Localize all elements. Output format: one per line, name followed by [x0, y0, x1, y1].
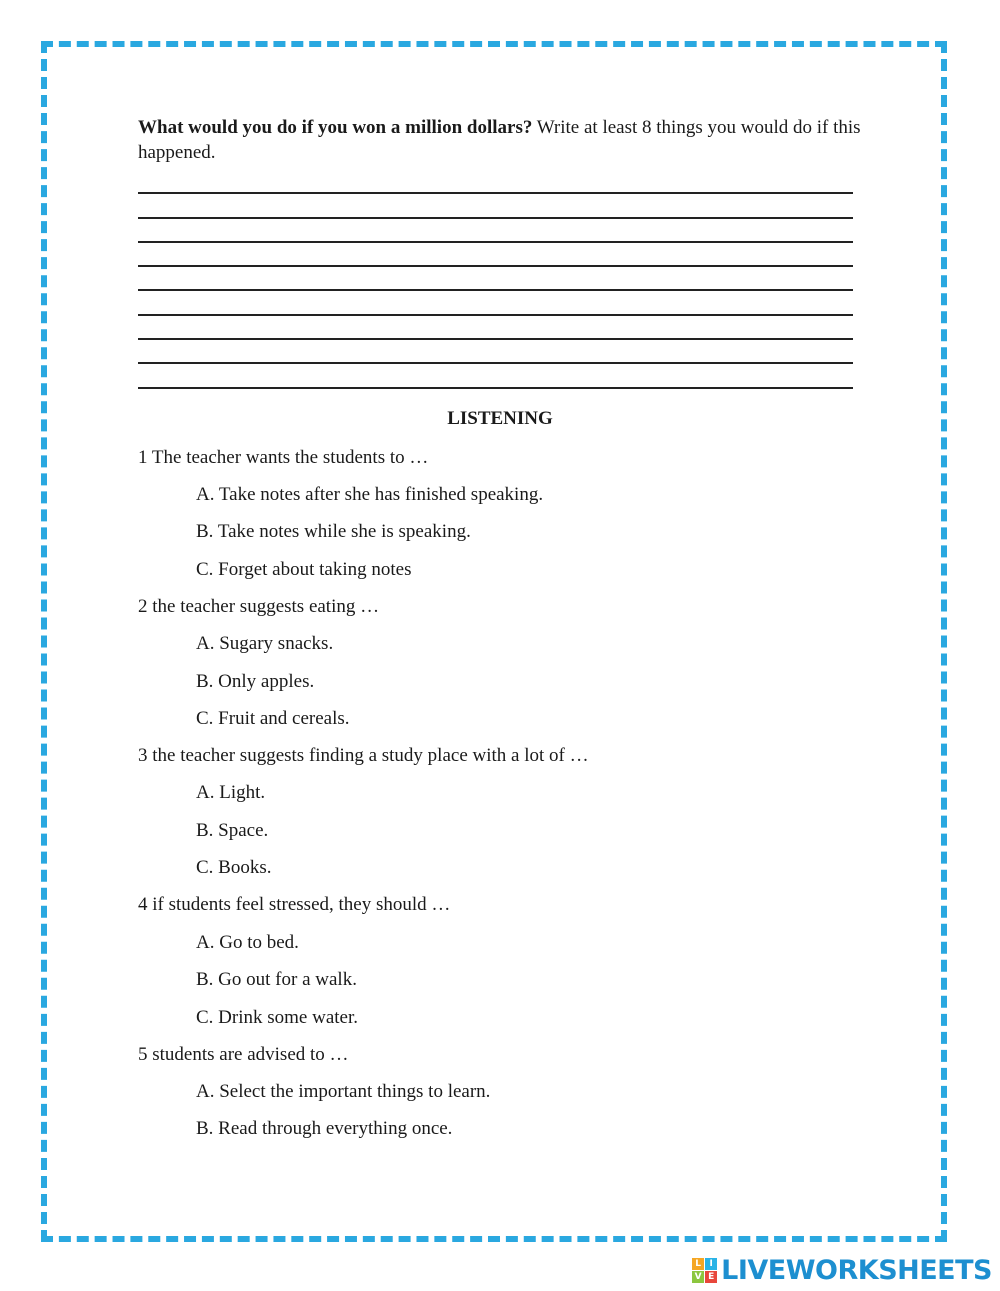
answer-line[interactable] — [138, 340, 853, 364]
option-4b[interactable]: B. Go out for a walk. — [196, 969, 357, 990]
logo-square: V — [692, 1271, 704, 1283]
section-title: LISTENING — [447, 408, 553, 429]
logo-wordmark: LIVEWORKSHEETS — [721, 1254, 992, 1286]
answer-line[interactable] — [138, 267, 853, 291]
question-1: 1 The teacher wants the students to … — [138, 447, 429, 468]
liveworksheets-logo[interactable] — [692, 1255, 992, 1285]
option-3c[interactable]: C. Books. — [196, 857, 272, 878]
option-1a[interactable]: A. Take notes after she has finished speaking. — [196, 484, 544, 505]
logo-mark-icon — [692, 1258, 717, 1283]
answer-line[interactable] — [138, 291, 853, 315]
option-4c[interactable]: C. Drink some water. — [196, 1007, 359, 1028]
answer-line[interactable] — [138, 364, 853, 388]
option-3a[interactable]: A. Light. — [196, 782, 266, 803]
option-4a[interactable]: A. Go to bed. — [196, 932, 299, 953]
answer-lines[interactable] — [138, 170, 853, 389]
question-5: 5 students are advised to … — [138, 1044, 349, 1065]
writing-prompt — [138, 115, 863, 165]
answer-line[interactable] — [138, 170, 853, 194]
answer-line[interactable] — [138, 243, 853, 267]
logo-square: I — [705, 1258, 717, 1270]
option-5a[interactable]: A. Select the important things to learn. — [196, 1081, 491, 1102]
prompt-instruction: Write at least 8 things you would do if this happened. — [138, 117, 861, 163]
option-2b[interactable]: B. Only apples. — [196, 671, 315, 692]
question-3: 3 the teacher suggests finding a study place with a lot of … — [138, 745, 589, 766]
answer-line[interactable] — [138, 316, 853, 340]
answer-line[interactable] — [138, 194, 853, 218]
option-5b[interactable]: B. Read through everything once. — [196, 1118, 453, 1139]
prompt-question: What would you do if you won a million dollars? — [138, 117, 533, 138]
option-1c[interactable]: C. Forget about taking notes — [196, 559, 412, 580]
option-2a[interactable]: A. Sugary snacks. — [196, 633, 334, 654]
logo-square: E — [705, 1271, 717, 1283]
answer-line[interactable] — [138, 219, 853, 243]
question-4: 4 if students feel stressed, they should … — [138, 894, 451, 915]
logo-square: L — [692, 1258, 704, 1270]
question-2: 2 the teacher suggests eating … — [138, 596, 380, 617]
option-3b[interactable]: B. Space. — [196, 820, 269, 841]
option-1b[interactable]: B. Take notes while she is speaking. — [196, 521, 471, 542]
option-2c[interactable]: C. Fruit and cereals. — [196, 708, 350, 729]
